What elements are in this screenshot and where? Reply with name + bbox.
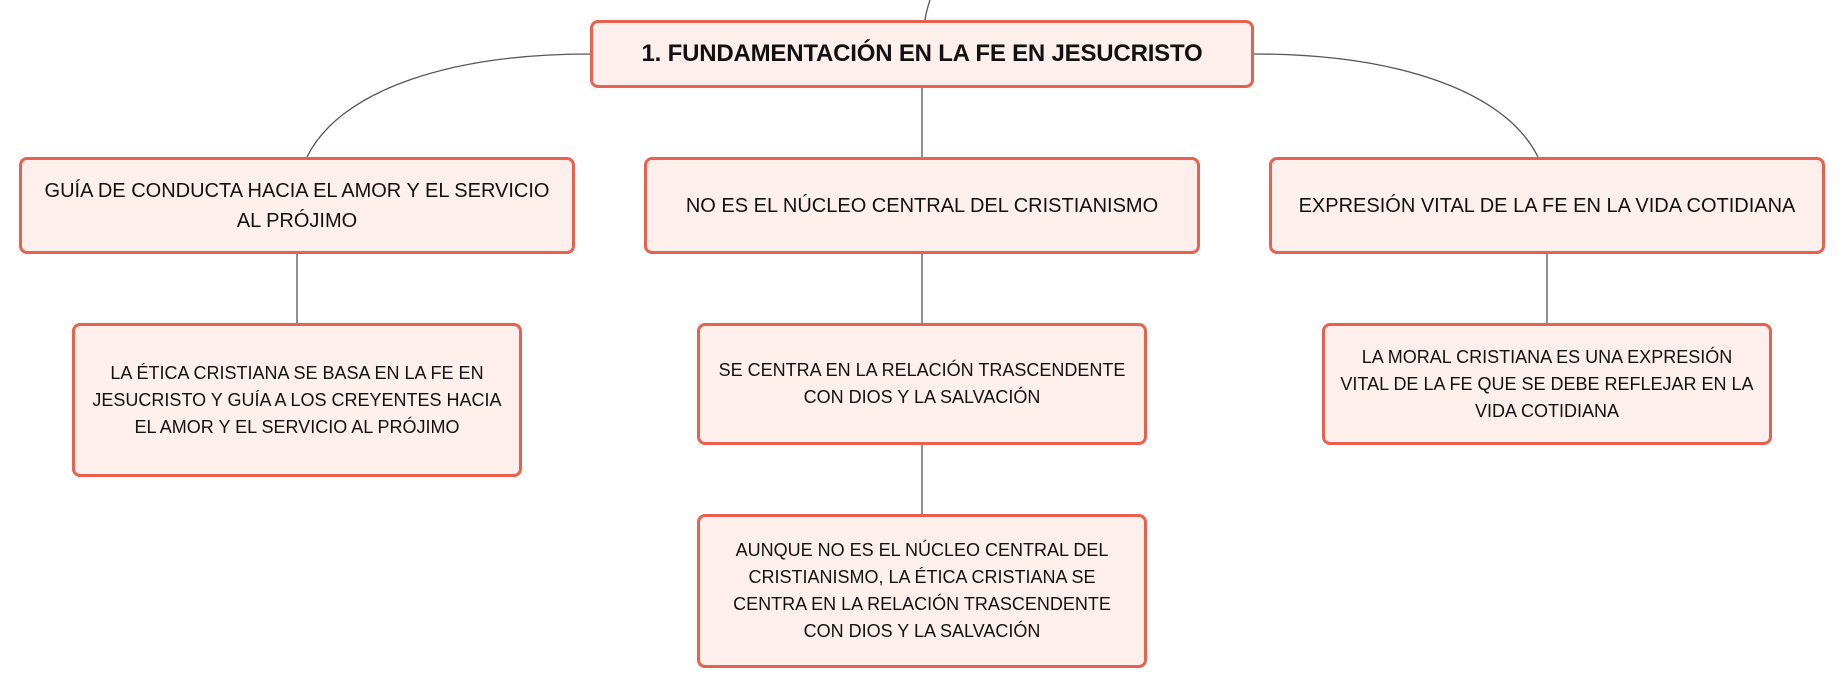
leaf-label-christian-ethics: LA ÉTICA CRISTIANA SE BASA EN LA FE EN JESUCRISTO Y GUÍA A LOS CREYENTES HACIA EL AMOR Y EL SERVICIO AL PRÓJIMO (92, 362, 502, 437)
branch-label-vital-expression: EXPRESIÓN VITAL DE LA FE EN LA VIDA COTIDIANA (1298, 194, 1796, 217)
root-topic-node[interactable] (590, 20, 1254, 88)
leaf-node-although-not-core[interactable] (697, 514, 1147, 668)
branch-node-vital-expression[interactable] (1269, 157, 1825, 254)
leaf-label-although-not-core: AUNQUE NO ES EL NÚCLEO CENTRAL DEL CRISTIANISMO, LA ÉTICA CRISTIANA SE CENTRA EN LA RELACIÓN TRASCENDENTE CON DIOS Y LA SALVACIÓN (733, 540, 1111, 641)
branch-label-conduct-guide: GUÍA DE CONDUCTA HACIA EL AMOR Y EL SERVICIO AL PRÓJIMO (44, 179, 550, 232)
connector-root-to-expr (1254, 54, 1538, 157)
root-topic-label: 1. FUNDAMENTACIÓN EN LA FE EN JESUCRISTO (641, 40, 1203, 67)
connector-root-to-guide (307, 54, 590, 157)
branch-node-not-core[interactable] (644, 157, 1200, 254)
leaf-label-christian-moral: LA MORAL CRISTIANA ES UNA EXPRESIÓN VITAL DE LA FE QUE SE DEBE REFLEJAR EN LA VIDA COTIDIANA (1340, 346, 1754, 421)
leaf-node-christian-moral[interactable] (1322, 323, 1772, 445)
leaf-label-transcendent-relation: SE CENTRA EN LA RELACIÓN TRASCENDENTE CON DIOS Y LA SALVACIÓN (718, 360, 1126, 407)
connector-parent-to-root (925, 0, 930, 20)
leaf-node-christian-ethics[interactable] (72, 323, 522, 477)
leaf-node-transcendent-relation[interactable] (697, 323, 1147, 445)
branch-label-not-core: NO ES EL NÚCLEO CENTRAL DEL CRISTIANISMO (685, 194, 1159, 217)
branch-node-conduct-guide[interactable] (19, 157, 575, 254)
